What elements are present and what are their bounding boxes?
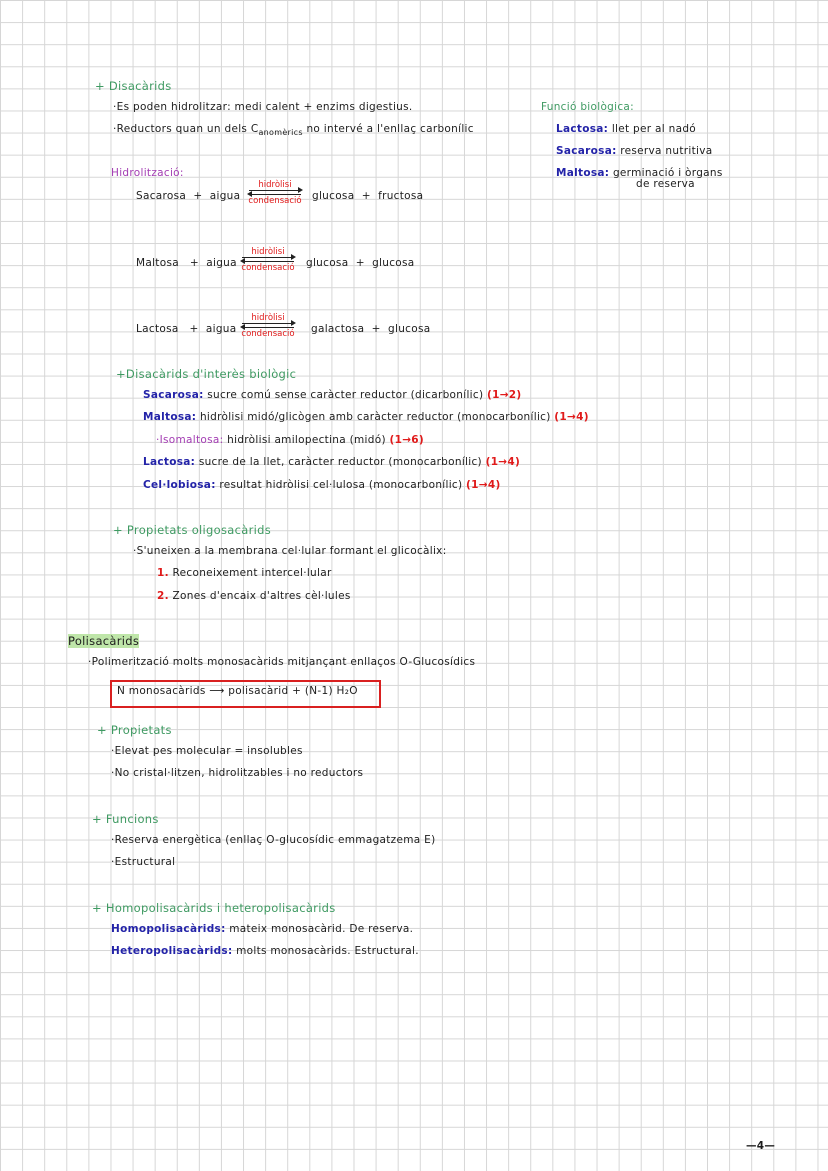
- propietat-item: ·Elevat pes molecular = insolubles: [111, 745, 303, 757]
- bond-type: (1→2): [487, 389, 522, 401]
- sugar-name: Lactosa:: [556, 123, 609, 135]
- bullet-reductors: [113, 123, 474, 137]
- reaction-right: galactosa + glucosa: [311, 323, 431, 335]
- bond-type: (1→6): [389, 434, 425, 446]
- interes-text: resultat hidròlisi cel·lulosa (monocarbonílic): [219, 479, 463, 491]
- reversible-arrow: [238, 247, 298, 273]
- bond-type: (1→4): [485, 456, 521, 468]
- interes-item: [143, 479, 501, 491]
- interes-item: [143, 456, 520, 468]
- sugar-name: Sacarosa:: [556, 145, 617, 157]
- bond-type: (1→4): [466, 479, 501, 491]
- arrow-label: hidròlisi: [251, 313, 285, 323]
- term-name: Heteropolisacàrids:: [111, 945, 233, 957]
- bullet-hydrolyze: ·Es poden hidrolitzar: medi calent + enzims digestius.: [113, 101, 413, 113]
- funcio-item: [556, 145, 712, 157]
- hydrolysis-heading: Hidrolització:: [111, 167, 184, 179]
- sugar-name: Maltosa:: [143, 411, 197, 423]
- sugar-name: Maltosa:: [556, 167, 610, 179]
- propietats-heading: + Propietats: [97, 723, 172, 737]
- funcio-text-cont: de reserva: [636, 178, 695, 190]
- propietat-item: ·No cristal·litzen, hidrolitzables i no reductors: [111, 767, 364, 779]
- term-text: molts monosacàrids. Estructural.: [236, 945, 419, 957]
- interes-item: [143, 411, 589, 423]
- arrow-label: condensació: [248, 196, 302, 206]
- funcio-text: reserva nutritiva: [620, 145, 713, 157]
- arrow-label: condensació: [241, 263, 295, 273]
- list-text: Zones d'encaix d'altres cèl·lules: [172, 590, 351, 602]
- bond-type: (1→4): [554, 411, 589, 423]
- formula: N monosacàrids ⟶ polisacàrid + (N-1) H₂O: [117, 685, 358, 697]
- interes-heading: +Disacàrids d'interès biològic: [116, 367, 297, 381]
- list-number: 2.: [157, 590, 169, 602]
- oligo-list-item: [157, 567, 332, 579]
- polisacarids-heading: Polisacàrids: [68, 634, 140, 648]
- term-name: Homopolisacàrids:: [111, 923, 226, 935]
- reaction-left: Sacarosa + aigua: [136, 190, 241, 202]
- list-text: Reconeixement intercel·lular: [172, 567, 332, 579]
- list-number: 1.: [157, 567, 169, 579]
- reaction-right: glucosa + fructosa: [312, 190, 424, 202]
- disacarids-heading: + Disacàrids: [95, 79, 172, 93]
- oligo-bullet: ·S'uneixen a la membrana cel·lular formant el glicocàlix:: [133, 545, 447, 557]
- funcio-item: ·Reserva energètica (enllaç O-glucosídic emmagatzema E): [111, 834, 436, 846]
- polisacarids-bullet: ·Polimerització molts monosacàrids mitjançant enllaços O-Glucosídics: [88, 656, 476, 668]
- homo-heading: + Homopolisacàrids i heteropolisacàrids: [92, 901, 336, 915]
- interes-text: hidròlisi amilopectina (midó): [227, 434, 386, 446]
- funcio-text: llet per al nadó: [611, 123, 697, 135]
- subscript: anomèrics: [258, 128, 303, 138]
- arrow-label: hidròlisi: [258, 180, 292, 190]
- term-text: mateix monosacàrid. De reserva.: [229, 923, 414, 935]
- sugar-name: Sacarosa:: [143, 389, 204, 401]
- reaction-left: Lactosa + aigua: [136, 323, 237, 335]
- reaction-right: glucosa + glucosa: [306, 257, 415, 269]
- interes-text: sucre comú sense caràcter reductor (dicarbonílic): [207, 389, 484, 401]
- arrow-label: condensació: [241, 329, 295, 339]
- oligo-heading: + Propietats oligosacàrids: [113, 523, 272, 537]
- sugar-name: Lactosa:: [143, 456, 196, 468]
- funcio-item: [556, 123, 696, 135]
- interes-item: [143, 389, 522, 401]
- sugar-name: ·Isomaltosa:: [156, 434, 224, 446]
- arrow-label: hidròlisi: [251, 247, 285, 257]
- reversible-arrow: [245, 180, 305, 206]
- page-number: —4—: [746, 1140, 776, 1152]
- interes-text: sucre de la llet, caràcter reductor (monocarbonílic): [198, 456, 482, 468]
- interes-text: hidròlisi midó/glicògen amb caràcter reductor (monocarbonílic): [199, 411, 551, 423]
- reaction-left: Maltosa + aigua: [136, 257, 237, 269]
- sugar-name: Cel·lobiosa:: [143, 479, 216, 491]
- funcions-heading: + Funcions: [92, 812, 159, 826]
- funcio-item: ·Estructural: [111, 856, 176, 868]
- bullet-text: ·Reductors quan un dels C: [113, 123, 259, 135]
- homo-item: [111, 945, 419, 957]
- funcio-text: germinació i òrgans: [612, 167, 723, 179]
- oligo-list-item: [157, 590, 351, 602]
- interes-item: [156, 434, 424, 446]
- reversible-arrow: [238, 313, 298, 339]
- bullet-text: no intervé a l'enllaç carbonílic: [302, 123, 474, 135]
- funcio-heading: Funció biològica:: [541, 101, 635, 113]
- homo-item: [111, 923, 413, 935]
